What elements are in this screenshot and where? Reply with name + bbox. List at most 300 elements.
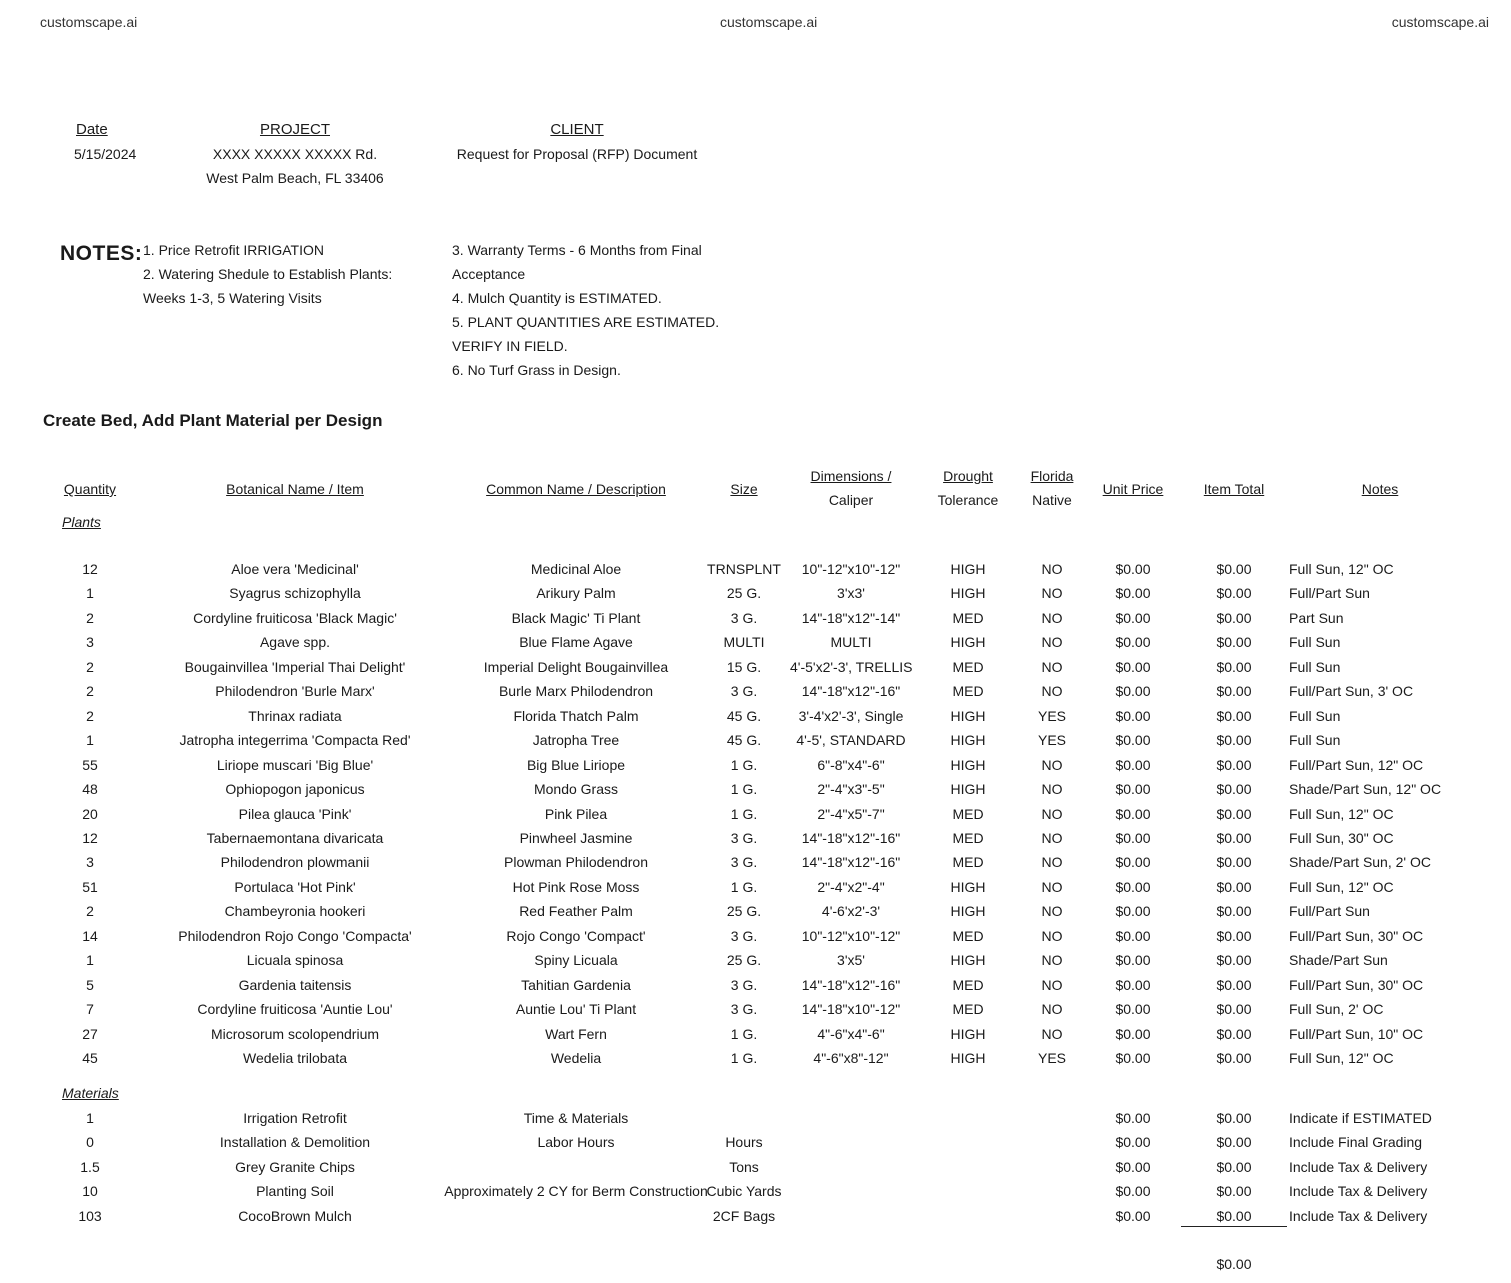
cell-unit-price: $0.00 — [1115, 903, 1151, 920]
cell-botanical-name: Cordyline fruiticosa 'Auntie Lou' — [197, 1001, 393, 1018]
cell-florida-native: YES — [1037, 732, 1066, 749]
project-label: PROJECT — [259, 121, 330, 138]
cell-item-total: $0.00 — [1216, 756, 1252, 773]
cell-unit-price: $0.00 — [1115, 976, 1151, 993]
cell-botanical-name: Jatropha integerrima 'Compacta Red' — [179, 732, 411, 749]
cell-botanical-name: Agave spp. — [259, 634, 331, 651]
cell-item-total: $0.00 — [1216, 854, 1252, 871]
cell-drought-tolerance: MED — [952, 976, 984, 993]
cell-florida-native: NO — [1041, 952, 1063, 969]
cell-botanical-name: Philodendron Rojo Congo 'Compacta' — [178, 927, 412, 944]
cell-dimensions: 10"-12"x10"-12" — [801, 927, 901, 944]
project-address-line2: West Palm Beach, FL 33406 — [206, 170, 384, 186]
cell-common-name: Spiny Licuala — [534, 952, 618, 969]
table-row — [0, 854, 1511, 878]
cell-size: Tons — [729, 1158, 759, 1175]
table-row — [0, 1183, 1511, 1207]
cell-florida-native: NO — [1041, 634, 1063, 651]
cell-item-total: $0.00 — [1216, 658, 1252, 675]
table-row — [0, 561, 1511, 585]
cell-item-total: $0.00 — [1216, 609, 1252, 626]
cell-size: 25 G. — [726, 952, 762, 969]
cell-item-total: $0.00 — [1216, 1025, 1252, 1042]
cell-size: Cubic Yards — [706, 1183, 782, 1200]
cell-botanical-name: Wedelia trilobata — [242, 1050, 348, 1066]
cell-unit-price: $0.00 — [1115, 952, 1151, 969]
table-row — [0, 781, 1511, 805]
cell-florida-native: NO — [1041, 878, 1063, 895]
col-header-item-total: Item Total — [1203, 481, 1265, 497]
cell-dimensions: 2"-4"x3"-5" — [817, 781, 885, 798]
cell-unit-price: $0.00 — [1115, 732, 1151, 749]
note-line: 3. Warranty Terms - 6 Months from Final — [452, 242, 702, 258]
cell-dimensions: 14"-18"x12"-16" — [801, 976, 901, 993]
cell-common-name: Imperial Delight Bougainvillea — [483, 658, 669, 675]
cell-unit-price: $0.00 — [1115, 781, 1151, 798]
cell-notes: Shade/Part Sun, 2' OC — [1289, 854, 1431, 871]
cell-notes: Full Sun, 2' OC — [1289, 1001, 1384, 1018]
cell-botanical-name: Chambeyronia hookeri — [224, 903, 366, 920]
cell-size: 45 G. — [726, 707, 762, 724]
cell-florida-native: NO — [1041, 976, 1063, 993]
cell-botanical-name: Liriope muscari 'Big Blue' — [216, 756, 374, 773]
cell-florida-native: NO — [1041, 658, 1063, 675]
cell-notes: Shade/Part Sun, 12" OC — [1289, 781, 1442, 798]
cell-dimensions: 2"-4"x5"-7" — [817, 805, 885, 822]
cell-common-name: Rojo Congo 'Compact' — [506, 927, 646, 944]
cell-botanical-name: Gardenia taitensis — [238, 976, 352, 993]
table-row — [0, 903, 1511, 927]
cell-common-name: Pink Pilea — [544, 805, 608, 822]
note-line: Acceptance — [452, 266, 526, 282]
cell-florida-native: NO — [1041, 805, 1063, 822]
cell-size: 1 G. — [730, 756, 758, 773]
cell-notes: Include Tax & Delivery — [1289, 1207, 1428, 1224]
notes-label: NOTES: — [60, 242, 143, 265]
cell-quantity: 55 — [82, 756, 98, 773]
cell-botanical-name: Cordyline fruiticosa 'Black Magic' — [193, 609, 397, 626]
cell-size: 3 G. — [730, 683, 758, 700]
cell-quantity: 12 — [82, 561, 98, 577]
col-header-dimensions: Dimensions / Caliper — [810, 468, 892, 508]
cell-item-total: $0.00 — [1216, 1050, 1252, 1066]
cell-botanical-name: Philodendron plowmanii — [220, 854, 370, 871]
cell-quantity: 1 — [86, 585, 94, 602]
note-line: 4. Mulch Quantity is ESTIMATED. — [452, 290, 662, 306]
date-value: 5/15/2024 — [74, 146, 137, 162]
table-row — [0, 1110, 1511, 1134]
cell-notes: Full Sun — [1289, 658, 1341, 675]
cell-notes: Full Sun, 30" OC — [1289, 829, 1394, 846]
cell-item-total: $0.00 — [1216, 903, 1252, 920]
cell-notes: Full/Part Sun, 30" OC — [1289, 976, 1424, 993]
grand-total: $0.00 — [1216, 1256, 1252, 1272]
group-label-materials: Materials — [62, 1085, 119, 1101]
cell-quantity: 3 — [86, 634, 94, 651]
cell-common-name: Arikury Palm — [536, 585, 616, 602]
table-row — [0, 1208, 1511, 1232]
cell-common-name: Pinwheel Jasmine — [519, 829, 633, 846]
cell-florida-native: NO — [1041, 585, 1063, 602]
cell-unit-price: $0.00 — [1115, 1025, 1151, 1042]
cell-dimensions: 6"-8"x4"-6" — [817, 756, 885, 773]
table-row — [0, 708, 1511, 732]
cell-item-total: $0.00 — [1216, 927, 1252, 944]
cell-quantity: 5 — [86, 976, 94, 993]
cell-description: Approximately 2 CY for Berm Construction — [444, 1183, 708, 1200]
cell-unit-price: $0.00 — [1115, 878, 1151, 895]
table-row — [0, 683, 1511, 707]
cell-quantity: 2 — [86, 903, 94, 920]
cell-size: 1 G. — [730, 805, 758, 822]
cell-size: TRNSPLNT — [707, 561, 781, 577]
table-row — [0, 952, 1511, 976]
cell-size: 3 G. — [730, 854, 758, 871]
col-header-drought: Drought Tolerance — [937, 468, 999, 508]
cell-item-total: $0.00 — [1216, 1207, 1252, 1224]
client-value: Request for Proposal (RFP) Document — [456, 146, 698, 162]
cell-item-name: Grey Granite Chips — [235, 1158, 355, 1175]
cell-common-name: Wart Fern — [545, 1025, 607, 1042]
cell-quantity: 10 — [82, 1183, 98, 1200]
cell-dimensions: 3'-4'x2'-3', Single — [798, 707, 904, 724]
cell-notes: Full/Part Sun — [1289, 585, 1370, 602]
cell-notes: Include Tax & Delivery — [1289, 1183, 1428, 1200]
cell-notes: Full Sun, 12" OC — [1289, 878, 1394, 895]
cell-drought-tolerance: MED — [952, 658, 984, 675]
cell-common-name: Blue Flame Agave — [519, 634, 633, 651]
note-line: 2. Watering Shedule to Establish Plants: — [143, 266, 393, 282]
cell-item-total: $0.00 — [1216, 561, 1252, 577]
cell-quantity: 103 — [78, 1207, 102, 1224]
cell-common-name: Plowman Philodendron — [504, 854, 648, 871]
cell-drought-tolerance: HIGH — [950, 903, 986, 920]
cell-size: 3 G. — [730, 927, 758, 944]
table-row — [0, 659, 1511, 683]
cell-common-name: Burle Marx Philodendron — [498, 683, 654, 700]
header-center-brand: customscape.ai — [720, 14, 818, 30]
cell-drought-tolerance: HIGH — [950, 1050, 986, 1066]
cell-drought-tolerance: MED — [952, 1001, 984, 1018]
cell-dimensions: 10"-12"x10"-12" — [801, 561, 901, 577]
cell-item-total: $0.00 — [1216, 1134, 1252, 1151]
table-row — [0, 879, 1511, 903]
cell-florida-native: NO — [1041, 561, 1063, 577]
col-header-botanical: Botanical Name / Item — [226, 481, 364, 497]
cell-unit-price: $0.00 — [1115, 1158, 1151, 1175]
cell-unit-price: $0.00 — [1115, 1050, 1151, 1066]
cell-quantity: 2 — [86, 707, 94, 724]
cell-botanical-name: Thrinax radiata — [248, 707, 342, 724]
cell-quantity: 2 — [86, 609, 94, 626]
notes-column-1 — [143, 238, 392, 310]
cell-common-name: Black Magic' Ti Plant — [511, 609, 641, 626]
cell-size: 3 G. — [730, 1001, 758, 1018]
client-label: CLIENT — [550, 121, 604, 138]
cell-botanical-name: Ophiopogon japonicus — [225, 781, 365, 798]
cell-item-total: $0.00 — [1216, 1001, 1252, 1018]
cell-common-name: Red Feather Palm — [519, 903, 633, 920]
cell-dimensions: MULTI — [830, 634, 872, 651]
cell-item-total: $0.00 — [1216, 976, 1252, 993]
cell-drought-tolerance: HIGH — [950, 878, 986, 895]
cell-dimensions: 4"-6"x4"-6" — [817, 1025, 885, 1042]
cell-item-total: $0.00 — [1216, 683, 1252, 700]
table-row — [0, 928, 1511, 952]
cell-notes: Full/Part Sun, 12" OC — [1289, 756, 1424, 773]
cell-notes: Full Sun — [1289, 732, 1341, 749]
cell-botanical-name: Syagrus schizophylla — [229, 585, 361, 602]
notes-column-2 — [452, 238, 719, 382]
header-right-brand: customscape.ai — [1391, 14, 1489, 30]
cell-unit-price: $0.00 — [1115, 829, 1151, 846]
cell-notes: Full/Part Sun, 30" OC — [1289, 927, 1424, 944]
table-row — [0, 806, 1511, 830]
cell-dimensions: 4'-5'x2'-3', TRELLIS — [790, 658, 913, 675]
cell-dimensions: 4'-6'x2'-3' — [821, 903, 881, 920]
cell-common-name: Florida Thatch Palm — [513, 707, 639, 724]
cell-drought-tolerance: HIGH — [950, 952, 986, 969]
table-row — [0, 830, 1511, 854]
cell-item-total: $0.00 — [1216, 805, 1252, 822]
cell-unit-price: $0.00 — [1115, 1001, 1151, 1018]
cell-quantity: 12 — [82, 829, 98, 846]
section-title: Create Bed, Add Plant Material per Design — [43, 411, 383, 430]
note-line: 6. No Turf Grass in Design. — [452, 362, 621, 378]
col-header-notes: Notes — [1361, 481, 1399, 497]
col-header-florida-native: Florida Native — [1030, 468, 1074, 508]
cell-dimensions: 14"-18"x12"-16" — [801, 829, 901, 846]
cell-florida-native: NO — [1041, 927, 1063, 944]
cell-unit-price: $0.00 — [1115, 1110, 1151, 1126]
cell-drought-tolerance: HIGH — [950, 561, 986, 577]
cell-quantity: 1 — [86, 1110, 94, 1126]
cell-drought-tolerance: MED — [952, 854, 984, 871]
cell-botanical-name: Bougainvillea 'Imperial Thai Delight' — [184, 658, 406, 675]
cell-unit-price: $0.00 — [1115, 585, 1151, 602]
cell-quantity: 2 — [86, 658, 94, 675]
cell-notes: Full Sun, 12" OC — [1289, 805, 1394, 822]
cell-notes: Full Sun — [1289, 707, 1341, 724]
cell-size: 1 G. — [730, 878, 758, 895]
cell-unit-price: $0.00 — [1115, 1134, 1151, 1151]
cell-common-name: Hot Pink Rose Moss — [512, 878, 640, 895]
table-row — [0, 1050, 1511, 1074]
cell-common-name: Wedelia — [550, 1050, 602, 1066]
cell-dimensions: 2"-4"x2"-4" — [817, 878, 885, 895]
cell-quantity: 48 — [82, 781, 98, 798]
cell-dimensions: 4"-6"x8"-12" — [813, 1050, 889, 1066]
cell-item-total: $0.00 — [1216, 1110, 1252, 1126]
cell-size: 15 G. — [726, 658, 762, 675]
cell-notes: Full/Part Sun, 3' OC — [1289, 683, 1414, 700]
cell-item-name: CocoBrown Mulch — [238, 1207, 352, 1224]
cell-botanical-name: Licuala spinosa — [246, 952, 344, 969]
cell-florida-native: NO — [1041, 609, 1063, 626]
cell-quantity: 20 — [82, 805, 98, 822]
table-row — [0, 757, 1511, 781]
table-row — [0, 732, 1511, 756]
cell-drought-tolerance: MED — [952, 805, 984, 822]
cell-drought-tolerance: HIGH — [950, 1025, 986, 1042]
cell-item-total: $0.00 — [1216, 781, 1252, 798]
project-address-line1: XXXX XXXXX XXXXX Rd. — [212, 146, 378, 162]
cell-size: 3 G. — [730, 829, 758, 846]
cell-size: 1 G. — [730, 1025, 758, 1042]
cell-notes: Full/Part Sun — [1289, 903, 1370, 920]
table-row — [0, 610, 1511, 634]
cell-common-name: Big Blue Liriope — [526, 756, 626, 773]
note-line: 5. PLANT QUANTITIES ARE ESTIMATED. — [452, 314, 720, 330]
cell-size: 2CF Bags — [712, 1207, 776, 1224]
cell-florida-native: NO — [1041, 1025, 1063, 1042]
cell-botanical-name: Pilea glauca 'Pink' — [238, 805, 352, 822]
date-label: Date — [76, 121, 108, 138]
cell-unit-price: $0.00 — [1115, 634, 1151, 651]
table-row — [0, 977, 1511, 1001]
cell-dimensions: 14"-18"x12"-14" — [801, 609, 901, 626]
cell-florida-native: NO — [1041, 683, 1063, 700]
cell-drought-tolerance: HIGH — [950, 756, 986, 773]
cell-unit-price: $0.00 — [1115, 927, 1151, 944]
cell-drought-tolerance: HIGH — [950, 707, 986, 724]
cell-item-total: $0.00 — [1216, 829, 1252, 846]
cell-description: Labor Hours — [537, 1134, 615, 1151]
header-left-brand: customscape.ai — [40, 14, 138, 30]
cell-drought-tolerance: MED — [952, 609, 984, 626]
col-header-unit-price: Unit Price — [1102, 481, 1164, 497]
cell-florida-native: NO — [1041, 829, 1063, 846]
col-header-size: Size — [730, 481, 758, 497]
cell-quantity: 0 — [86, 1134, 94, 1151]
total-underline — [1181, 1226, 1287, 1227]
cell-item-total: $0.00 — [1216, 952, 1252, 969]
table-row — [0, 634, 1511, 658]
cell-item-name: Installation & Demolition — [219, 1134, 371, 1151]
cell-unit-price: $0.00 — [1115, 683, 1151, 700]
cell-unit-price: $0.00 — [1115, 1183, 1151, 1200]
cell-item-total: $0.00 — [1216, 585, 1252, 602]
cell-drought-tolerance: HIGH — [950, 732, 986, 749]
cell-item-name: Planting Soil — [256, 1183, 334, 1200]
cell-quantity: 7 — [86, 1001, 94, 1018]
cell-dimensions: 3'x5' — [837, 952, 865, 969]
cell-florida-native: NO — [1041, 1001, 1063, 1018]
cell-size: 3 G. — [730, 976, 758, 993]
cell-common-name: Mondo Grass — [533, 781, 619, 798]
cell-florida-native: NO — [1041, 756, 1063, 773]
cell-quantity: 1.5 — [80, 1158, 100, 1175]
cell-notes: Include Tax & Delivery — [1289, 1158, 1428, 1175]
cell-size: Hours — [725, 1134, 763, 1151]
cell-botanical-name: Microsorum scolopendrium — [210, 1025, 380, 1042]
cell-unit-price: $0.00 — [1115, 805, 1151, 822]
cell-drought-tolerance: MED — [952, 927, 984, 944]
cell-quantity: 14 — [82, 927, 98, 944]
cell-botanical-name: Portulaca 'Hot Pink' — [234, 878, 356, 895]
cell-dimensions: 3'x3' — [837, 585, 865, 602]
cell-common-name: Jatropha Tree — [532, 732, 620, 749]
cell-notes: Indicate if ESTIMATED — [1289, 1110, 1432, 1126]
table-row — [0, 1159, 1511, 1183]
cell-notes: Full/Part Sun, 10" OC — [1289, 1025, 1424, 1042]
cell-botanical-name: Aloe vera 'Medicinal' — [231, 561, 359, 577]
cell-notes: Part Sun — [1289, 609, 1344, 626]
cell-size: 3 G. — [730, 609, 758, 626]
cell-florida-native: NO — [1041, 903, 1063, 920]
col-header-common: Common Name / Description — [486, 481, 666, 497]
cell-florida-native: YES — [1037, 1050, 1066, 1066]
cell-unit-price: $0.00 — [1115, 609, 1151, 626]
cell-notes: Full Sun, 12" OC — [1289, 1050, 1394, 1066]
cell-unit-price: $0.00 — [1115, 1207, 1151, 1224]
table-row — [0, 1001, 1511, 1025]
cell-notes: Shade/Part Sun — [1289, 952, 1388, 969]
cell-item-total: $0.00 — [1216, 878, 1252, 895]
cell-dimensions: 14"-18"x10"-12" — [801, 1001, 901, 1018]
cell-drought-tolerance: HIGH — [950, 781, 986, 798]
cell-notes: Include Final Grading — [1289, 1134, 1423, 1151]
cell-item-total: $0.00 — [1216, 1158, 1252, 1175]
cell-size: 25 G. — [726, 585, 762, 602]
cell-size: 45 G. — [726, 732, 762, 749]
group-label-plants: Plants — [62, 514, 101, 530]
cell-quantity: 51 — [82, 878, 98, 895]
note-line: 1. Price Retrofit IRRIGATION — [143, 242, 324, 258]
cell-item-total: $0.00 — [1216, 732, 1252, 749]
cell-notes: Full Sun — [1289, 634, 1341, 651]
cell-unit-price: $0.00 — [1115, 854, 1151, 871]
cell-unit-price: $0.00 — [1115, 658, 1151, 675]
cell-item-total: $0.00 — [1216, 1183, 1252, 1200]
cell-drought-tolerance: HIGH — [950, 585, 986, 602]
note-line: VERIFY IN FIELD. — [452, 338, 568, 354]
cell-botanical-name: Philodendron 'Burle Marx' — [215, 683, 375, 700]
cell-florida-native: YES — [1037, 707, 1066, 724]
cell-unit-price: $0.00 — [1115, 707, 1151, 724]
cell-unit-price: $0.00 — [1115, 756, 1151, 773]
cell-item-name: Irrigation Retrofit — [243, 1110, 347, 1126]
cell-unit-price: $0.00 — [1115, 561, 1151, 577]
cell-size: MULTI — [723, 634, 765, 651]
cell-drought-tolerance: MED — [952, 829, 984, 846]
cell-item-total: $0.00 — [1216, 634, 1252, 651]
cell-quantity: 2 — [86, 683, 94, 700]
cell-size: 1 G. — [730, 781, 758, 798]
cell-size: 1 G. — [730, 1050, 758, 1066]
cell-common-name: Auntie Lou' Ti Plant — [515, 1001, 637, 1018]
cell-description: Time & Materials — [523, 1110, 629, 1126]
cell-dimensions: 14"-18"x12"-16" — [801, 683, 901, 700]
note-line: Weeks 1-3, 5 Watering Visits — [143, 290, 322, 306]
cell-notes: Full Sun, 12" OC — [1289, 561, 1394, 577]
cell-quantity: 45 — [82, 1050, 98, 1066]
cell-dimensions: 14"-18"x12"-16" — [801, 854, 901, 871]
table-row — [0, 1134, 1511, 1158]
cell-size: 25 G. — [726, 903, 762, 920]
cell-botanical-name: Tabernaemontana divaricata — [206, 829, 384, 846]
cell-quantity: 1 — [86, 732, 94, 749]
table-row — [0, 585, 1511, 609]
cell-drought-tolerance: HIGH — [950, 634, 986, 651]
cell-common-name: Medicinal Aloe — [530, 561, 622, 577]
col-header-quantity: Quantity — [63, 481, 117, 497]
cell-florida-native: NO — [1041, 781, 1063, 798]
cell-quantity: 27 — [82, 1025, 98, 1042]
cell-drought-tolerance: MED — [952, 683, 984, 700]
cell-common-name: Tahitian Gardenia — [521, 976, 631, 993]
cell-dimensions: 4'-5', STANDARD — [796, 732, 906, 749]
